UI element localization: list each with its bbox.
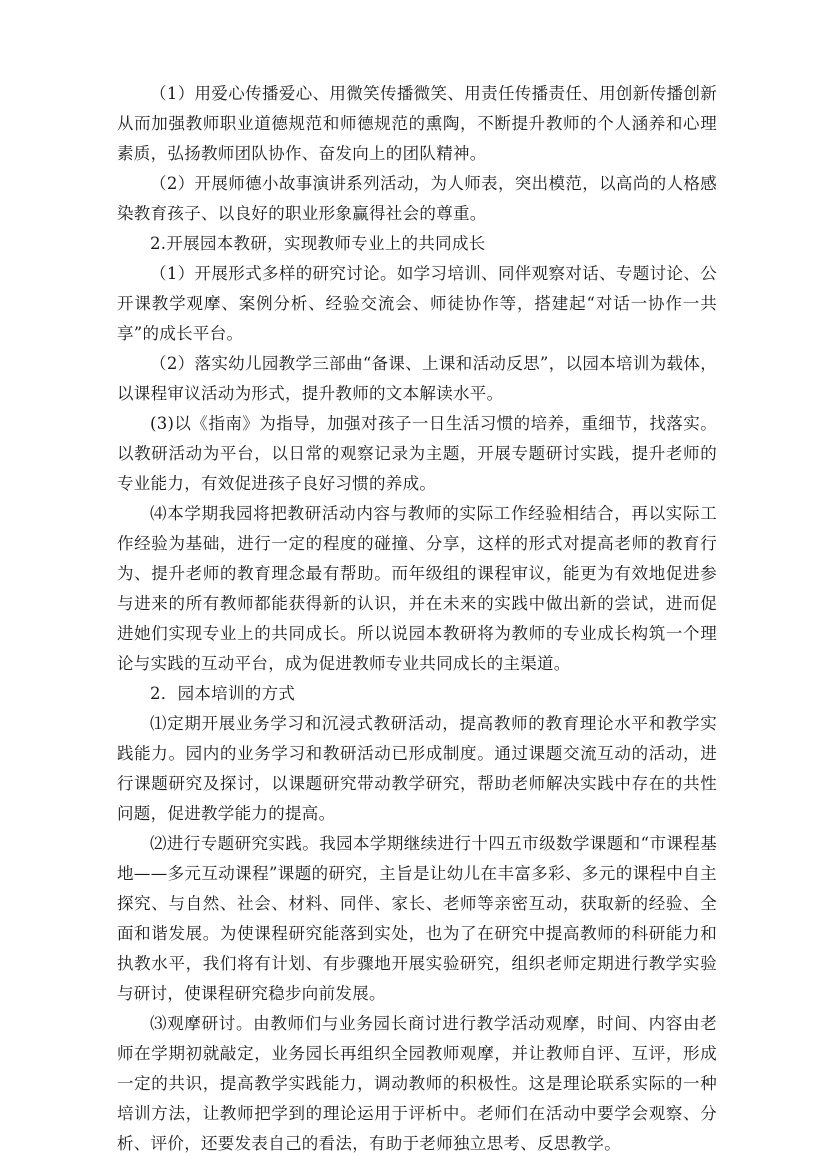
section-heading-1: 2.开展园本教研，实现教师专业上的共同成长 bbox=[150, 234, 486, 253]
paragraph-8: ⑵进行专题研究实践。我园本学期继续进行十四五市级数学课题和“市课程基地——多元互动课程”课题的研究，主旨是让幼儿在丰富多彩、多元的课程中自主探究、与自然、社会、材料、同伴、家长、老师等亲密互动，获取新的经验、全面和谐发展。为使课程研究能落到实处，也为了在研究中提高教师的科研能力和执教水平，我们将有计划、有步骤地开展实验研究，组织老师定期进行教学实验与研讨，使课程研究稳步向前发展。 bbox=[117, 834, 717, 1003]
document-body bbox=[117, 79, 717, 1159]
paragraph-1: （1）用爱心传播爱心、用微笑传播微笑、用责任传播责任、用创新传播创新从而加强教师职业道德规范和师德规范的熏陶，不断提升教师的个人涵养和心理素质，弘扬教师团队协作、奋发向上的团队精神。 bbox=[117, 84, 717, 163]
paragraph-9: ⑶观摩研讨。由教师们与业务园长商讨进行教学活动观摩，时间、内容由老师在学期初就敲定，业务园长再组织全园教师观摩，并让教师自评、互评，形成一定的共识，提高教学实践能力，调动教师的积极性。这是理论联系实际的一种培训方法，让教师把学到的理论运用于评析中。老师们在活动中要学会观察、分析、评价，还要发表自己的看法，有助于老师独立思考、反思教学。 bbox=[117, 1014, 717, 1153]
paragraph-2: （2）开展师德小故事演讲系列活动，为人师表，突出模范，以高尚的人格感染教育孩子、以良好的职业形象赢得社会的尊重。 bbox=[117, 174, 717, 223]
paragraph-7: ⑴定期开展业务学习和沉浸式教研活动，提高教师的教育理论水平和教学实践能力。园内的业务学习和教研活动已形成制度。通过课题交流互动的活动，进行课题研究及探讨，以课题研究带动教学研究，帮助老师解决实践中存在的共性问题，促进教学能力的提高。 bbox=[117, 714, 717, 823]
paragraph-3: （1）开展形式多样的研究讨论。如学习培训、同伴观察对话、专题讨论、公开课教学观摩、案例分析、经验交流会、师徒协作等，搭建起“对话一协作一共享”的成长平台。 bbox=[117, 264, 717, 343]
paragraph-5: (3)以《指南》为指导，加强对孩子一日生活习惯的培养，重细节，找落实。以教研活动为平台，以日常的观察记录为主题，开展专题研讨实践，提升老师的专业能力，有效促进孩子良好习惯的养成。 bbox=[117, 414, 717, 493]
section-heading-2: 2．园本培训的方式 bbox=[150, 684, 296, 703]
paragraph-4: （2）落实幼儿园教学三部曲“备课、上课和活动反思”，以园本培训为载体，以课程审议活动为形式，提升教师的文本解读水平。 bbox=[117, 354, 717, 403]
paragraph-6: ⑷本学期我园将把教研活动内容与教师的实际工作经验相结合，再以实际工作经验为基础，进行一定的程度的碰撞、分享，这样的形式对提高老师的教育行为、提升老师的教育理念最有帮助。而年级组的课程审议，能更为有效地促进参与进来的所有教师都能获得新的认识，并在未来的实践中做出新的尝试，进而促进她们实现专业上的共同成长。所以说园本教研将为教师的专业成长构筑一个理论与实践的互动平台，成为促进教师专业共同成长的主渠道。 bbox=[117, 504, 717, 673]
